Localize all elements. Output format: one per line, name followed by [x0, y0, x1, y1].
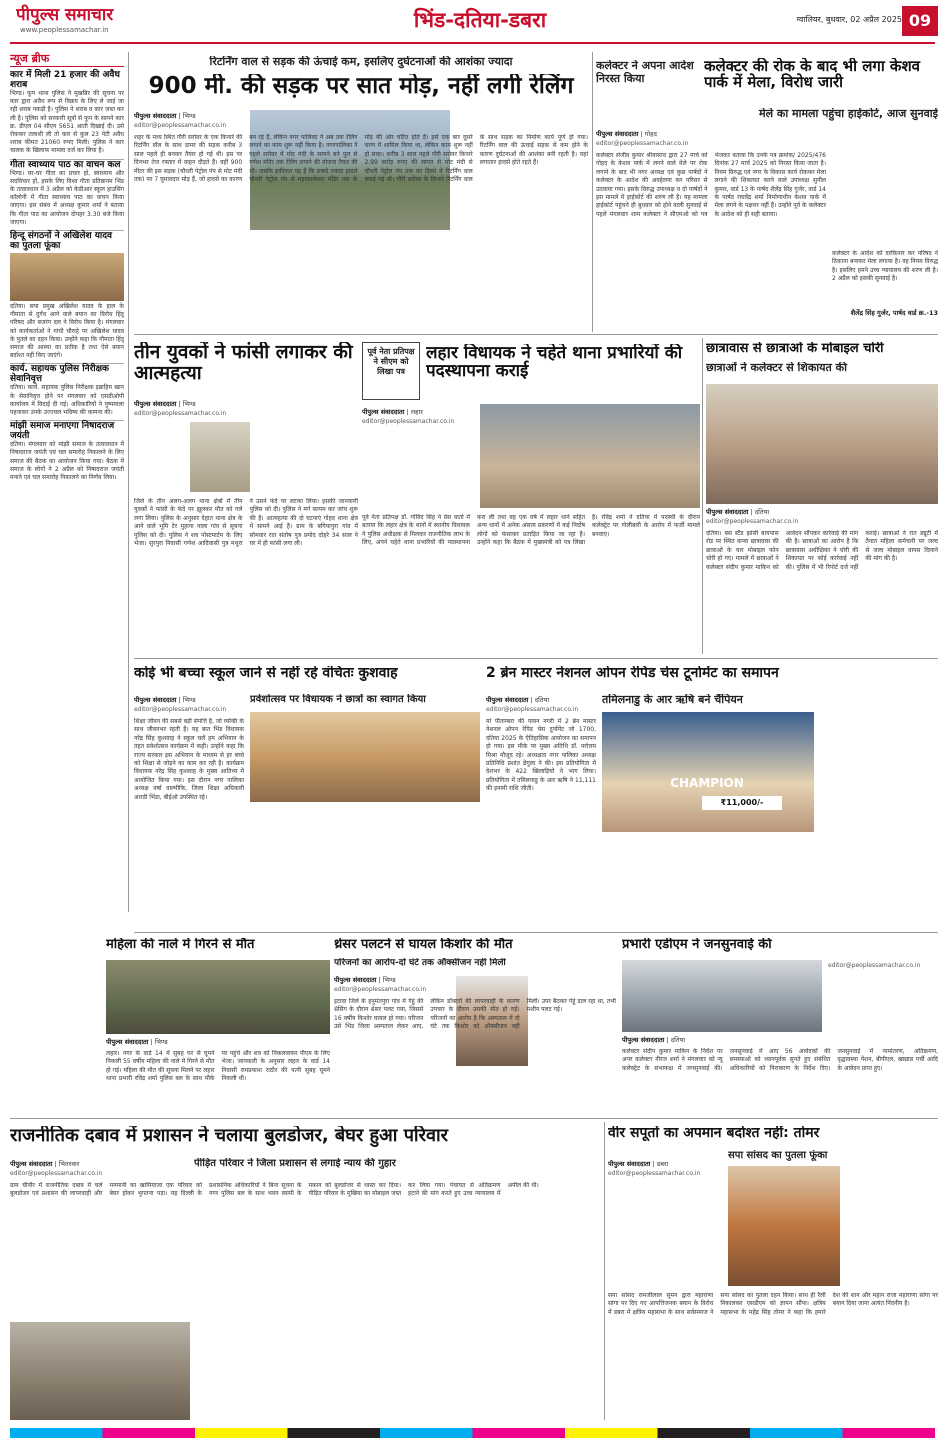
byline-place: भितरवार: [58, 1160, 80, 1168]
subheadline: परिजनों का आरोप-दो घंटे तक ऑक्सीजन नहीं मिली: [334, 958, 506, 968]
subheadline: छात्राओं ने कलेक्टर से शिकायत की: [706, 362, 847, 374]
byline-author: पीपुल्स संवाददाता: [106, 1038, 149, 1046]
headline: 900 मी. की सड़क पर सात मोड़, नहीं लगी रेलिंग: [148, 74, 574, 99]
masthead: [0, 0, 945, 46]
article-suicide: [134, 338, 358, 656]
byline-author: पीपुल्स संवाददाता: [596, 130, 639, 138]
byline-place: दतिया: [670, 1036, 686, 1044]
byline: पीपुल्स संवाददाता | दतिया: [622, 1036, 686, 1044]
chess-ceremony-photo: [602, 712, 814, 832]
article-body: सपा सांसद रामजीलाल सुमन द्वारा महाराणा सांगा पर दिए गए आपत्तिजनक बयान के विरोध में डबरा में क्षत्रिय महासभा के साथ सर्वसमाज ने सपा सांसद का पुतला दहन किया। साथ ही रैली निकालकर एसडीएम को ज्ञापन सौंपा। क्षत्रिय महासभा के महेंद्र सिंह तोमर ने कहा कि हमारे देश की शान और महान राजा महाराणा सांगा पर बयान दिया जाना अत्यंत निंदनीय है।: [608, 1292, 938, 1316]
email[interactable]: editor@peoplessamachar.co.in: [596, 140, 689, 147]
masthead-divider: [10, 42, 935, 44]
byline-place: गोहद: [644, 130, 657, 138]
subheadline: प्रवेशोत्सव पर विधायक ने छात्रों का स्वागत किया: [250, 694, 426, 705]
email[interactable]: editor@peoplessamachar.co.in: [134, 706, 227, 713]
article-school: [134, 662, 480, 930]
byline-author: पीपुल्स संवाददाता: [10, 1160, 53, 1168]
byline: पीपुल्स संवाददाता | गोहद: [596, 130, 657, 138]
email[interactable]: editor@peoplessamachar.co.in: [828, 962, 921, 969]
article-body: कलेक्टर संदीप कुमार माकिन के निर्देश पर अपर कलेक्टर नीरज शर्मा ने मंगलवार को न्यू कलेक्ट्रेट के सभाकक्ष में जनसुनवाई की। जनसुनवाई में आए 56 आवेदकों की समस्याओं को ध्यानपूर्वक सुनते हुए संबंधित अधिकारियों को निराकरण के निर्देश दिए। जनसुनवाई में नामांतरण, अतिक्रमण, वृद्धावस्था पेंशन, बीपीएल, खाद्यान्न पर्ची आदि के आवेदन प्राप्त हुए।: [622, 1048, 938, 1072]
school-event-photo: [250, 712, 480, 802]
article-bulldozer: [10, 1122, 600, 1422]
byline: पीपुल्स संवाददाता | भिण्ड: [134, 112, 196, 120]
article-body: शिक्षा जीवन की सबसे बड़ी संपत्ति है, जो व्यक्ति के साथ जीवनभर रहती है। यह बात भिंड विधायक नरेंद्र सिंह कुशवाह ने स्कूल चलें हम अभियान के तहत प्रवेशोत्सव कार्यक्रम में कही। उन्होंने कहा कि राज्य सरकार इस अभियान के माध्यम से हर बच्चे को शिक्षा से जोड़ने का काम कर रही है। कार्यक्रम विधायक नरेंद्र सिंह कुशवाह के मुख्य आतिथ्य में आयोजित किया गया। इस दौरान नगर पालिका अध्यक्ष वर्षा वाल्मीकि, जिला शिक्षा अधिकारी आरडी भिंडा, बीईओ उपस्थित रहे।: [134, 718, 244, 801]
headline: लहार विधायक ने चहेते थाना प्रभारियों की पदस्थापना कराई: [426, 344, 683, 382]
brief-text: भिण्ड। घर-घर गीता का प्रचार हो, स्वाध्याय और सदविचार हों, इसके लिए विश्व गीता प्रतिष्ठानम भिंड के तत्वावधान में 3 अप्रैल को केडीआर स्कूल हाउसिंग कॉलोनी में गीता स्वाध्याय पाठ का वाचन किया जाएगा। इस संबंध में अध्यक्ष कुमार शर्मा ने बताया कि गीता पाठ का आयोजन दोपहर 3.30 बजे किया जाएगा।: [10, 169, 124, 226]
article-hearing: [622, 936, 938, 1116]
byline-author: पीपुल्स संवाददाता: [362, 408, 405, 416]
headline: 2 ब्रेन मास्टर नेशनल ओपन रेपिड चेस टूर्नामेंट का समापन: [486, 666, 779, 681]
byline: पीपुल्स संवाददाता | भिण्ड: [134, 696, 196, 704]
article-body: मां पीताम्बरा की पावन नगरी में 2 ब्रेन मास्टर नेशनल ओपन रेपिड चेस टूर्नामेंट जो 1700, दतिया 2025 के ऐतिहासिक आयोजन का समापन हो गया। इस मौके पर मुख्य अतिथि डॉ. नरोत्तम मिश्रा मौजूद रहे। अध्यक्षता नगर पालिका अध्यक्ष प्रतिनिधि प्रशांत ढेंगुला ने की। इस प्रतियोगिता में देशभर के 422 खिलाड़ियों ने भाग लिया। प्रतियोगिता में तमिलनाडु के आर ऋषि ने 11,111 की इनामी राशि जीती।: [486, 718, 596, 793]
councillor-quote: कलेक्टर के आदेश को दरकिनार कर परिषद ने ठिकाना बनाकर मेला लगाया है। वह नियम विरुद्ध है। इसलिए हमने उच्च न्यायालय की शरण ली है। 2 अप्रैल को इसकी सुनवाई है।: [832, 250, 938, 283]
divider: [134, 658, 938, 659]
divider: [10, 1118, 938, 1119]
headline: प्रभारी एडीएम ने जनसुनवाई की: [622, 938, 772, 952]
article-railing: [134, 50, 588, 332]
article-body: पूर्व नेता प्रतिपक्ष डॉ. गोविंद सिंह ने प्रेस वार्ता में बताया कि लहार क्षेत्र के थानों में स्थानीय विधायक ने पुलिस अधीक्षक से मिलकर राजनीतिक लाभ के लिए, अपने चहेते थाना प्रभारियों की पदस्थापना करा ली तथा वह एक वर्ष में लहार थाने सहित अन्य थानों में अनेक असत्य प्रकरणों में कई निर्दोष लोगों को फंसाकर प्रताड़ित किया जा रहा है। उन्होंने कहा कि बैठक में मुख्यमंत्री को पत्र लिखा है। रविंद्र शर्मा ने दतिया में पदस्थी के दौरान कलेक्ट्रेट पर गोलीबारी के आरोप में फर्जी मामले बनवाए।: [362, 514, 700, 547]
noose-photo: [190, 422, 250, 492]
brief-headline: मांझी समाज मनाएगा निषादराज जयंती: [10, 420, 124, 441]
article-body: कलेक्टर संजीव कुमार श्रीवास्तव द्वारा 27 मार्च को गोहद के केशव पार्क में लगने वाले मेले पर रोक लगाने के बाद भी नगर अध्यक्ष एवं कुछ पार्षदों ने कलेक्टर के आदेश की अवहेलना कर परिसर से उठवाया गया। इसके विरुद्ध उपाध्यक्ष व दो पार्षदों ने इस मामले में हाईकोर्ट की शरण ली है। यह मामला हाईकोर्ट पहुंचने ही बुधवार को होने वाली सुनवाई से पहले मंगलवार शाम कलेक्टर ने सीएमओ को पत्र भेजकर बताया कि उनके पत्र क्रमांक/ 2025/476 दिनांक 27 मार्च 2025 को निरस्त किया जाता है। नियम विरुद्ध एवं नगर के विकास कार्य रोककर मेला लगाने की शिकायत करने वाले उपाध्यक्ष सुनील कुमार, वार्ड 13 के पार्षद शैलेंद्र सिंह गुर्जर, वार्ड 14 के पार्षद राघवेंद्र शर्मा निर्माणाधीन केशव पार्क में मेला लगने के पक्षधर नहीं हैं। उन्होंने पूर्व के कलेक्टर के आदेश को ही सही बताया।: [596, 152, 826, 218]
hearing-photo: [622, 960, 822, 1032]
byline-place: भिण्ड: [154, 1038, 168, 1046]
section-title: भिंड-दतिया-डबरा: [413, 8, 547, 32]
divider: [134, 932, 938, 933]
kicker-box: कलेक्टर ने अपना आदेश निरस्त किया: [596, 60, 694, 85]
byline-author: पीपुल्स संवाददाता: [608, 1160, 651, 1168]
quote-signoff: शैलेंद्र सिंह गुर्जर, पार्षद वार्ड क्र.-13: [850, 309, 938, 317]
letter-tag: पूर्व नेता प्रतिपक्ष ने सीएम को लिखा पत्र: [362, 342, 420, 400]
byline: पीपुल्स संवाददाता | दतिया: [706, 508, 770, 516]
byline-author: पीपुल्स संवाददाता: [706, 508, 749, 516]
print-registration-strip: [10, 1428, 935, 1438]
kicker: रिटर्निंग वाल से सड़क की ऊंचाई कम, इसलिए दुर्घटनाओं की आशंका ज्यादा: [209, 56, 513, 68]
brief-headline: हिन्दू संगठनों ने अखिलेश यादव का पुतला फूंका: [10, 230, 124, 251]
headline: थ्रेसर पलटने से घायल किशोर की मौत: [334, 938, 513, 952]
article-body: शहर के मध्य स्थित गौरी सरोवर के एक किनारे की रिटर्निंग वॉल के साथ डामर की सड़क करीब 3 साल पहले ही बनकर तैयार हो गई थी। इस पर दिनभर तेज रफ्तार में वाहन दौड़ते हैं। वहीं 900 मीटर की इस सड़क (चौधरी पेट्रोल पंप से मोट मंदी तक) पर 7 घुमावदार मोड़ हैं, जो हादसे का कारण बन रहे हैं, लेकिन नगर पालिका ने अब तक रेलिंग लगाने का काम शुरू नहीं किया है। नगरपालिका ने पहले सरोवर में मोट मंदी के सामने बने पुल से गणेश मंदिर तक रेलिंग लगाने की योजना तैयार की थी। जबकि हकीकत यह है कि सबसे ज्यादा हादसे चौधरी पेट्रोल पंप से महाकालेश्वर मंदिर तक के मोड़ की ओर घटित होते हैं। इसे एक बार दूसरे चरण में शामिल किया था, लेकिन काम शुरू नहीं हो सका। करीब 3 साल पहले गौरी सरोवर किनारे 2.99 करोड़ रुपए की लागत से मोट मंदी से चौधरी पेट्रोल पंप तक का हिस्से में रिटर्निंग वाल बनाई गई थी। गौरी सरोवर के किनारे रिटर्निंग वाल के साथ सड़क का निर्माण कार्य पूर्ण हो गया। रिटर्निंग वाल की ऊंचाई सड़क से कम होने के कारण दुर्घटनाओं की आशंका बनी रहती है। यहां लगातार हादसे होते रहते हैं।: [134, 134, 588, 184]
headline: कलेक्टर की रोक के बाद भी लगा केशव पार्क में मेला, विरोध जारी: [704, 58, 920, 92]
brief-headline: कार में मिली 21 हजार की अवैध शराब: [10, 70, 120, 90]
prize-cheque: ₹11,000/-: [702, 796, 782, 810]
byline-place: भिण्ड: [182, 696, 196, 704]
brief-headline: कार्य. सहायक पुलिस निरीक्षक सेवानिवृत्त: [10, 363, 124, 384]
brief-text: दतिया। मंगलवार को मांझी समाज के तत्वावधान में निषादराज जयंती एवं चल समारोह निकालने के लिए समाज की बैठक का आयोजन किया गया। बैठक में समाज के लोगों ने 2 अप्रैल को निषादराज जयंती मनाने एवं चल समारोह निकालने का निर्णय लिया।: [10, 441, 124, 482]
headline: वीर सपूतों का अपमान बर्दाश्त नहीं: तोमर: [608, 1126, 820, 1141]
byline-place: भिण्ड: [182, 112, 196, 120]
email[interactable]: editor@peoplessamachar.co.in: [134, 122, 227, 129]
byline: पीपुल्स संवाददाता | भिण्ड: [106, 1038, 168, 1046]
byline-author: पीपुल्स संवाददाता: [334, 976, 377, 984]
email[interactable]: editor@peoplessamachar.co.in: [486, 706, 579, 713]
headline: महिला की नाले में गिरने से मौत: [106, 938, 255, 952]
article-drain: [106, 936, 330, 1116]
byline: पीपुल्स संवाददाता | भिण्ड: [134, 400, 196, 408]
byline: पीपुल्स संवाददाता | डबरा: [608, 1160, 669, 1168]
byline: पीपुल्स संवाददाता | भिण्ड: [334, 976, 396, 984]
brief-headline: गीता स्वाध्याय पाठ का वाचन कल: [10, 159, 124, 170]
article-lahar: [362, 338, 700, 656]
logo: पीपुल्स समाचार: [16, 5, 114, 25]
byline: पीपुल्स संवाददाता | भितरवार: [10, 1160, 80, 1168]
news-brief-sidebar: [10, 52, 124, 912]
article-mela: [596, 50, 938, 332]
headline: कोई भी बच्चा स्कूल जाने से नहीं रहे वंचितः कुशवाह: [134, 666, 398, 681]
sidebar-divider: [128, 52, 129, 912]
divider: [702, 338, 703, 654]
byline-author: पीपुल्स संवाददाता: [486, 696, 529, 704]
subheadline: पीड़ित परिवार ने जिला प्रशासन से लगाई न्याय की गुहार: [194, 1158, 396, 1169]
byline-place: लहार: [410, 408, 423, 416]
article-chess: [486, 662, 938, 930]
sidebar-label: न्यूज ब्रीफ: [10, 52, 124, 67]
brief-text: दतिया। सपा प्रमुख अखिलेश यादव के हाल के गौमाता से दुर्गंध आने वाले बयान का विरोध हिंदू परिषद और बजरंग दल ने विरोध किया है। मंगलवार को कार्यकर्ताओं ने गांधी चौराहे पर अखिलेश यादव के पुतले का दहन किया। उन्होंने कहा कि गौमाता हिंदू समाज की आस्था का प्रतीक है तथा ऐसे बयान बर्दाश्त नहीं किए जाएंगे।: [10, 303, 124, 360]
article-thresher: [334, 936, 616, 1116]
article-hostel: [706, 338, 938, 656]
press-conference-photo: [480, 404, 700, 508]
byline: पीपुल्स संवाददाता | लहार: [362, 408, 423, 416]
champion-banner: CHAMPION: [670, 776, 744, 790]
subheadline: तमिलनाडु के आर ऋषि बने चैंपियन: [602, 694, 743, 706]
protest-photo: [10, 253, 124, 301]
effigy-burning-photo: [728, 1166, 840, 1286]
divider: [592, 52, 593, 332]
byline-author: पीपुल्स संवाददाता: [134, 400, 177, 408]
email[interactable]: [106, 938, 107, 939]
article-body: जिले के तीन अलग-अलग थाना क्षेत्रों में तीन युवकों ने फांसी के फंदे पर झूलकर मौत को गले लगा लिया। पुलिस के अनुसार देहात थाना क्षेत्र के आने वाले भूमि टेर मुहाना नाला गांव से सूचना पुलिस को दी। पुलिस ने शव पोस्टमार्टम के लिए भेजा। सुरपुरा निवासी गणेश आदिवासी पुत्र मथुरा ने उसने फंदे पर लटका लिया। इसकी जानकारी पुलिस को दी। पुलिस ने मर्ग कायम कर जांच शुरू की है। आत्महत्या की दो घटनाएं गोहद थाना क्षेत्र में सामने आई हैं। ग्राम के बगियापुरा गांव में सोमवार रात संतोष पुत्र प्रमोद दोहरे 34 साल ने घर में ही फांसी लगा ली।: [134, 498, 358, 548]
subheadline: सपा सांसद का पुतला फूंका: [728, 1150, 828, 1161]
divider: [134, 334, 938, 335]
headline: छात्रावास से छात्राओं के मोबाइल चोरी: [706, 342, 884, 356]
byline: पीपुल्स संवाददाता | दतिया: [486, 696, 550, 704]
article-body: इटावा जिले के हनुमंतपुरा गांव में गेहूं की थ्रेसिंग के दौरान थ्रेसर पलट गया, जिससे 16 वर्षीय किशोर घायल हो गया। परिजन उसे भिंड जिला अस्पताल लेकर आए, लेकिन डॉक्टरों की लापरवाही के कारण उपचार के दौरान उसकी मौत हो गई। परिजनों का आरोप है कि अस्पताल में दो घंटे तक किशोर को ऑक्सीजन नहीं मिली। उपर बैठकर गेहूं डाल रहा था, तभी मशीन पलट गई।: [334, 998, 616, 1031]
email[interactable]: editor@peoplessamachar.co.in: [10, 1170, 103, 1177]
dateline: ग्वालियर, बुधवार, 02 अप्रैल 2025: [796, 15, 902, 24]
demolished-house-photo: [10, 1322, 190, 1420]
students-photo: [706, 384, 938, 504]
email[interactable]: editor@peoplessamachar.co.in: [362, 418, 455, 425]
drain-photo: [106, 960, 330, 1034]
article-body: लहार। नगर के वार्ड 14 में सुबह घर से घूमने निकली 55 वर्षीय महिला की नाले में गिरने से मौत हो गई। महिला की मौत की सूचना मिलने पर लहार थाना प्रभारी रविंद्र शर्मा पुलिस बल के साथ मौके पर पहुंचे और शव को निकलवाकर पीएम के लिए भेजा। जानकारी के अनुसार लहार के वार्ड 14 निवासी रामप्रकाश राठौर की पत्नी सुबह घूमने निकली थी।: [106, 1050, 330, 1083]
divider: [604, 1122, 605, 1420]
byline-author: पीपुल्स संवाददाता: [134, 696, 177, 704]
byline-place: भिण्ड: [382, 976, 396, 984]
article-body: ग्राम चीनौर में राजनीतिक दबाव में चले बुलडोजर एवं प्रशासन की लापरवाही और मनमानी का खामियाजा एक परिवार को बेघर होकर भुगतना पड़ा। यह दिल्ली के प्रशासनिक अधिकारियों ने बिना सूचना के नगर पुलिस बल के साथ भवन स्वामी के मकान को बुलडोजर से ध्वस्त कर दिया। पीड़ित परिवार के मुखिया का मोबाइल जब्त कर लिया गया। पंचायत से अतिक्रमण हटाने की मांग करते हुए उच्च न्यायालय में अपील की थी।: [10, 1182, 539, 1198]
email[interactable]: editor@peoplessamachar.co.in: [706, 518, 799, 525]
website[interactable]: www.peoplessamachar.in: [20, 26, 109, 34]
byline-author: पीपुल्स संवाददाता: [622, 1036, 665, 1044]
email[interactable]: editor@peoplessamachar.co.in: [134, 410, 227, 417]
brief-text: दतिया। कार्य. सहायक पुलिस निरीक्षक इब्राहिम खान के सेवानिवृत्त होने पर मंगलवार को एसडीओपी कार्यालय में विदाई दी गई। अधिकारियों ने पुष्पमाला पहनाकर उनके उज्ज्वल भविष्य की कामना की।: [10, 384, 124, 417]
byline-place: भिण्ड: [182, 400, 196, 408]
email[interactable]: editor@peoplessamachar.co.in: [334, 986, 427, 993]
byline-place: दतिया: [534, 696, 550, 704]
article-tomar: [608, 1122, 938, 1422]
headline: तीन युवकों ने फांसी लगाकर की आत्महत्या: [134, 342, 353, 384]
byline-place: डबरा: [656, 1160, 669, 1168]
byline-place: दतिया: [754, 508, 770, 516]
headline: राजनीतिक दबाव में प्रशासन ने चलाया बुलडोजर, बेघर हुआ परिवार: [10, 1126, 448, 1146]
page-number: 09: [902, 6, 938, 36]
article-body: दतिया। बस स्टैंड झांसी बायपास रोड पर स्थित कन्या छात्रावास की छात्राओं के चार मोबाइल फोन चोरी हो गए। मामले में छात्राओं ने कलेक्टर संदीप कुमार माकिन को आवेदन सौंपकर कार्रवाई की मांग की है। छात्राओं का आरोप है कि छात्रावास अधीक्षिका ने चोरी की शिकायत पर कोई कार्रवाई नहीं की। पुलिस में भी रिपोर्ट दर्ज नहीं कराई। छात्राओं ने रात ड्यूटी में तैनात महिला कर्मचारी पर जल्द से जल्द मोबाइल वापस दिलाने की मांग की है।: [706, 530, 938, 571]
byline-author: पीपुल्स संवाददाता: [134, 112, 177, 120]
brief-text: भिण्ड। फूप थाना पुलिस ने मुखबिर की सूचना पर कार द्वारा अवैध रूप से विक्रय के लिए ले जाई जा रही शराब पकड़ी है। पुलिस ने शराब व कार जब्त कर ली है। पुलिस को सरकारी सूत्रों से फूप के सामने कार क्र. डीएल 04 सीएन 5651 आती दिखाई दी। उसे रोककर तलाशी ली तो कार से कुल 23 पेटी अवैध शराब कीमत 21060 रुपए मिली। पुलिस ने कार चालक के खिलाफ मामला दर्ज कर लिया है।: [10, 90, 124, 155]
subheadline: मेले का मामला पहुंचा हाईकोर्ट, आज सुनवाई: [759, 108, 938, 120]
email[interactable]: editor@peoplessamachar.co.in: [608, 1170, 701, 1177]
